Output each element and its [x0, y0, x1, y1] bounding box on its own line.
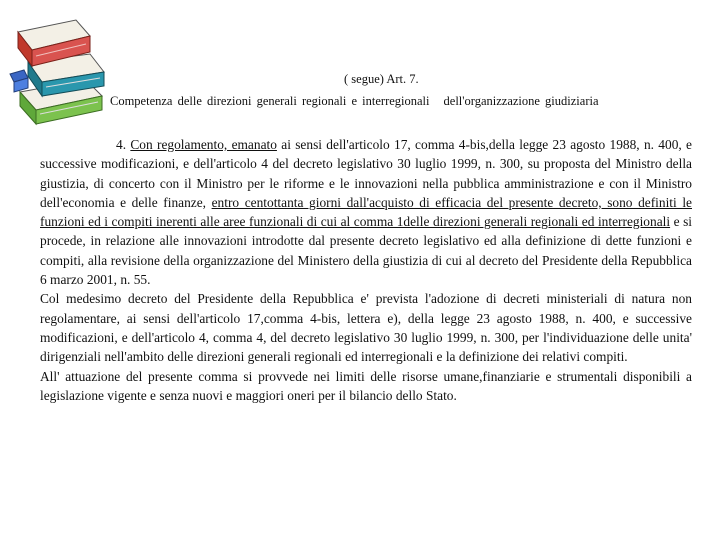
paragraph-3: All' attuazione del presente comma si provvede nei limiti delle risorse umane,finanziarie e strumentali disponibili a legislazione vigente e senza nuovi e maggiori oneri per il bilancio dello Stato. [40, 368, 692, 403]
paragraph-1-text-a: ai sensi dell'articolo 17, comma 4-bis,della legge 23 agosto 1988, n. 400, e successive modificazioni, e dell'articolo 4 del decreto legislativo 30 luglio 1999, n. 300, su proposta del Ministro della giustizia, di concerto con il Ministro per le riforme e le innovazioni nella pubblica amministrazione e con il Ministro dell'economia e delle finanze, [40, 137, 692, 210]
header-article: ( segue) Art. 7. [344, 72, 419, 86]
book-blue [10, 70, 28, 92]
book-stack-icon [6, 14, 110, 132]
article-body [40, 135, 692, 405]
paragraph-1-number: 4. [116, 137, 127, 152]
paragraph-1-underlined-a: Con regolamento, emanato [130, 137, 277, 152]
header-title-part-1: Competenza delle direzioni generali regionali e interregionali [110, 94, 430, 108]
paragraph-2: Col medesimo decreto del Presidente della Repubblica e' prevista l'adozione di decreti ministeriali di natura non regolamentare, ai sensi dell'articolo 17,comma 4-bis, lettera e), della legge 23 agosto 1988, n. 400, e successive modificazioni, e dell'articolo 4, comma 4, del decreto legislativo 30 luglio 1999, n. 300, per l'individuazione delle unita' dirigenziali nell'ambito delle direzioni generali regionali ed interregionali e la definizione dei relativi compiti. [40, 291, 692, 365]
paragraph-1-text-b: e si procede, in relazione alle innovazioni introdotte dal presente decreto legislativo ed alla definizione di dette funzioni e compiti, alla revisione della organizzazione del Ministero della giustizia di cui al decreto del Presidente della Repubblica 6 marzo 2001, n. 55. [40, 214, 692, 288]
paragraph-1 [40, 135, 692, 289]
paragraph-1-underlined-b: entro centottanta giorni dall'acquisto di efficacia del presente decreto, sono definiti le funzioni ed i compiti inerenti alle aree funzionali di cui al comma 1delle direzioni generali regionali ed interregionali [40, 194, 692, 230]
header-title [110, 94, 599, 109]
header-title-part-2: dell'organizzazione giudiziaria [443, 94, 599, 108]
